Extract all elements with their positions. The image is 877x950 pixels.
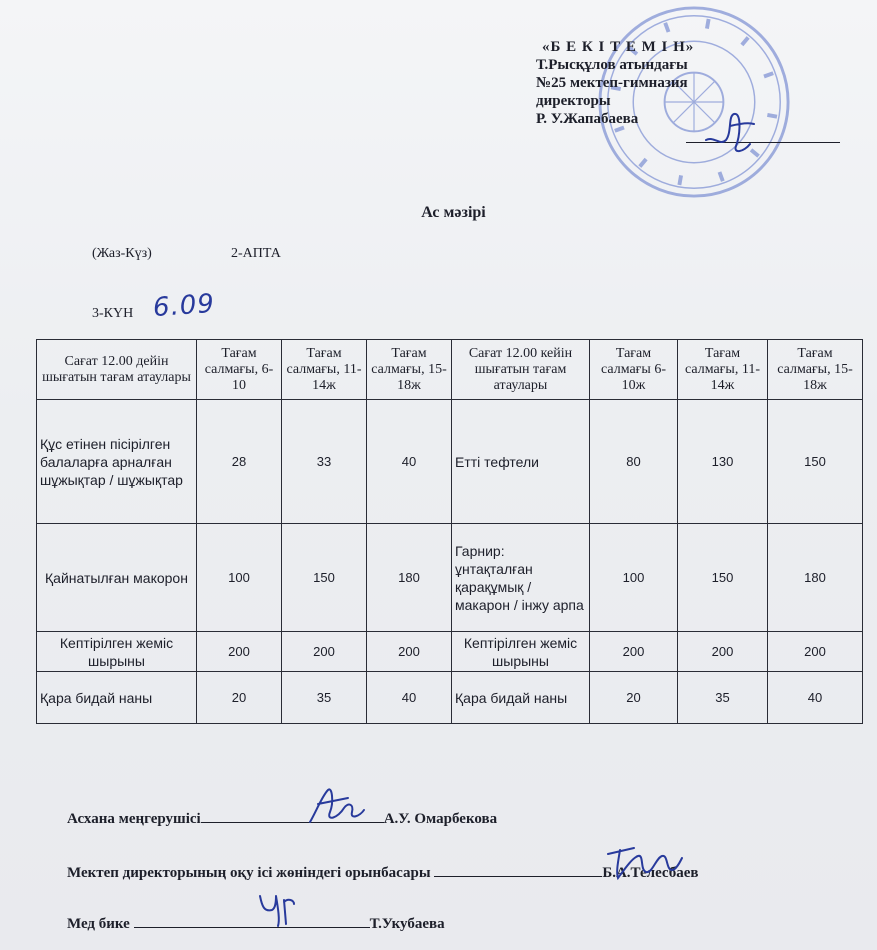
kitchen-manager-signature [304,782,368,830]
approval-block [536,38,846,128]
approval-director-name: Р. У.Жапабаева [536,111,639,127]
dish-name-cell: Етті тефтели [452,400,590,524]
weight-cell: 200 [678,632,768,672]
season-label: (Жаз-Күз) [92,246,152,261]
weight-cell: 20 [197,672,282,724]
header-cell: Тағам салмағы, 11-14ж [678,340,768,400]
table-row [37,400,863,524]
approval-line: Т.Рысқұлов атындағы [536,57,688,73]
week-label: 2-АПТА [231,246,281,261]
deputy-director-role: Мектеп директорының оқу ісі жөніндегі орынбасары [67,865,431,881]
weight-cell: 100 [590,524,678,632]
table-header-row [37,340,863,400]
deputy-signature-line [434,862,602,877]
page-title: Ас мәзірі [421,204,486,221]
nurse-signature [254,890,300,930]
header-cell: Сағат 12.00 кейін шығатын тағам атаулары [452,340,590,400]
dish-name-cell: Құс етінен пісірілген балаларға арналған шұжықтар / шұжықтар [37,400,197,524]
dish-name-cell: Қара бидай наны [452,672,590,724]
weight-cell: 200 [367,632,452,672]
weight-cell: 150 [282,524,367,632]
nurse-role: Мед бике [67,916,130,932]
header-cell: Тағам салмағы, 15-18ж [367,340,452,400]
weight-cell: 33 [282,400,367,524]
header-cell: Тағам салмағы, 11-14ж [282,340,367,400]
table-row [37,672,863,724]
header-cell: Тағам салмағы, 15-18ж [768,340,863,400]
weight-cell: 20 [590,672,678,724]
menu-table [36,339,863,724]
nurse-signature-line [134,913,370,928]
weight-cell: 100 [197,524,282,632]
table-row [37,632,863,672]
approval-line: директоры [536,93,611,109]
dish-name-cell: Қайнатылған макорон [37,524,197,632]
weight-cell: 40 [367,400,452,524]
weight-cell: 150 [768,400,863,524]
day-date-handwritten: 6.09 [152,288,216,324]
dish-name-cell: Кептірілген жеміс шырыны [452,632,590,672]
weight-cell: 180 [367,524,452,632]
kitchen-manager-line [67,808,497,828]
nurse-name: Т.Укубаева [369,916,445,932]
kitchen-manager-name: А.У. Омарбекова [383,811,498,827]
dish-name-cell: Кептірілген жеміс шырыны [37,632,197,672]
day-label: 3-КҮН [92,306,134,321]
dish-name-cell: Қара бидай наны [37,672,197,724]
approval-line: №25 мектеп-гимназия [536,75,688,91]
weight-cell: 28 [197,400,282,524]
header-cell: Сағат 12.00 дейін шығатын тағам атаулары [37,340,197,400]
approval-line: «Б Е К І Т Е М І Н» [542,39,695,55]
deputy-director-name: Б.А.Телесбаев [602,865,699,881]
weight-cell: 150 [678,524,768,632]
table-row [37,524,863,632]
weight-cell: 35 [678,672,768,724]
weight-cell: 200 [768,632,863,672]
weight-cell: 40 [768,672,863,724]
director-signature [700,106,760,158]
weight-cell: 200 [590,632,678,672]
weight-cell: 180 [768,524,863,632]
dish-name-cell: Гарнир: ұнтақталған қарақұмық / макарон / інжу арпа [452,524,590,632]
deputy-director-signature [604,840,686,884]
weight-cell: 40 [367,672,452,724]
weight-cell: 80 [590,400,678,524]
weight-cell: 35 [282,672,367,724]
weight-cell: 130 [678,400,768,524]
kitchen-manager-role: Асхана меңгерушісі [67,811,201,827]
weight-cell: 200 [197,632,282,672]
header-cell: Тағам салмағы 6-10ж [590,340,678,400]
weight-cell: 200 [282,632,367,672]
header-cell: Тағам салмағы, 6-10 [197,340,282,400]
